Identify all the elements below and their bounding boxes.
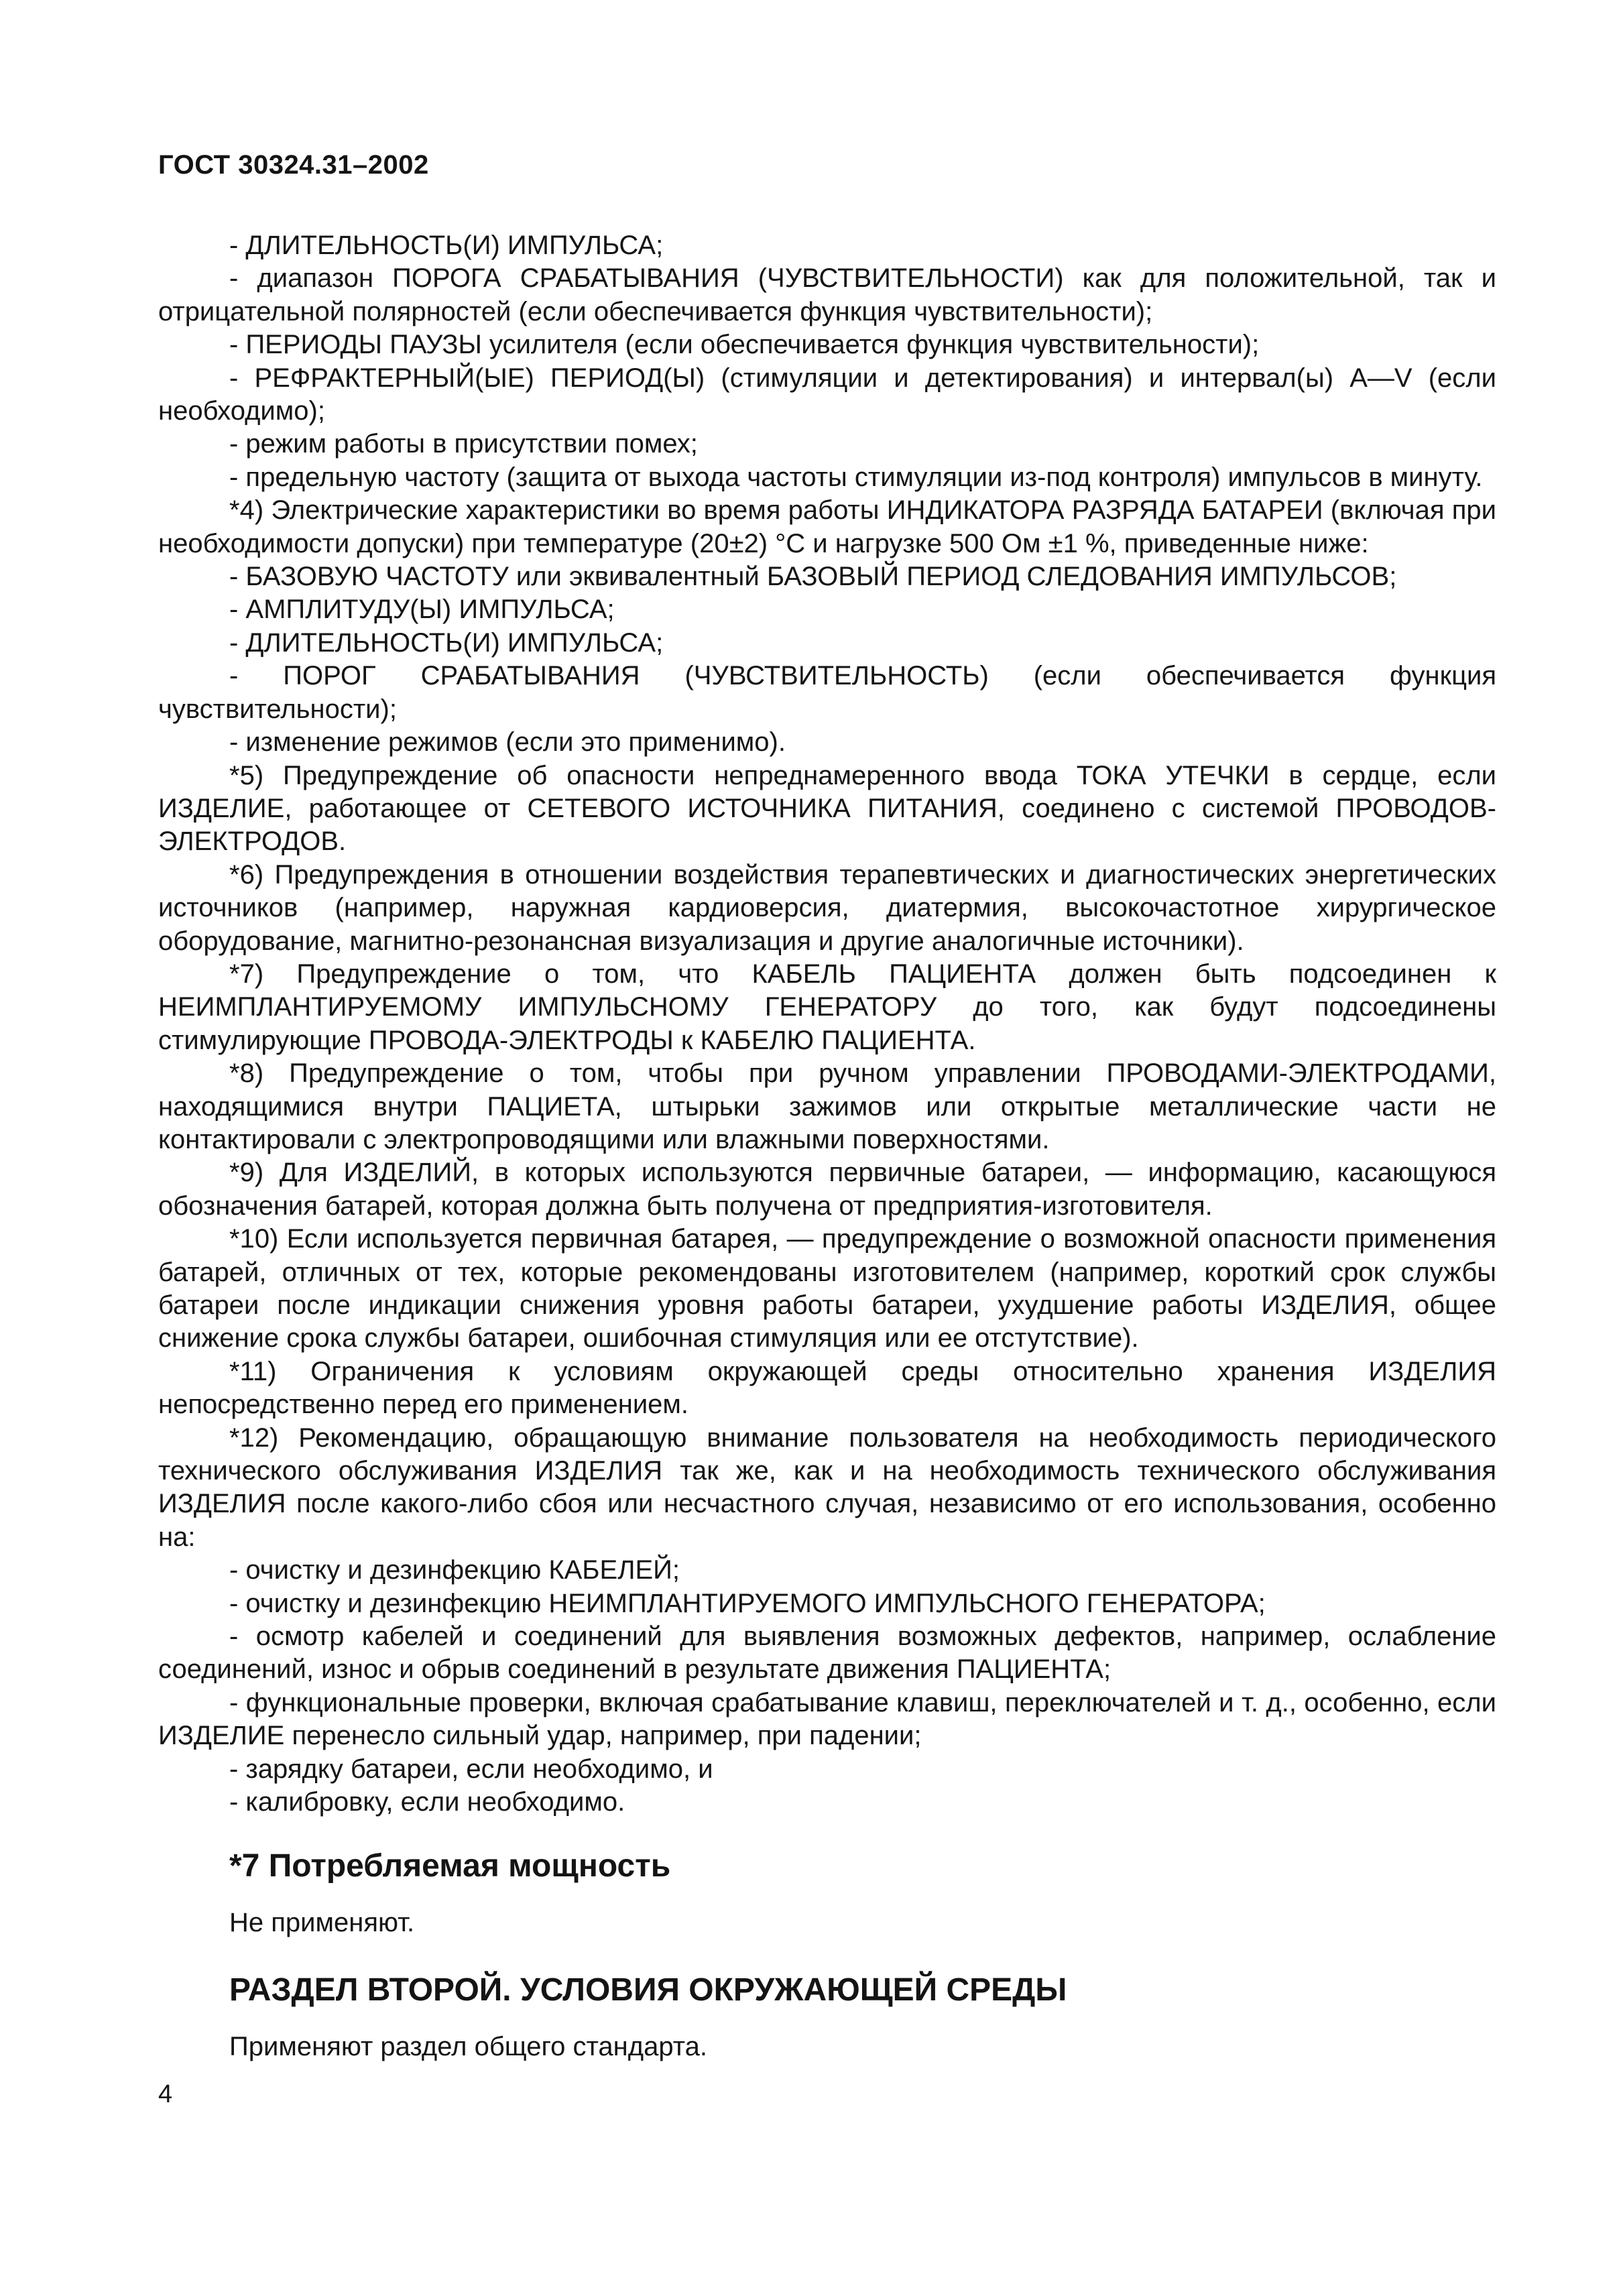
paragraph: - функциональные проверки, включая срабатывание клавиш, переключателей и т. д., особенно, если ИЗДЕЛИЕ перенесло сильный удар, например, при падении; [158, 1687, 1496, 1751]
paragraph: *8) Предупреждение о том, чтобы при ручном управлении ПРОВОДАМИ-ЭЛЕКТРОДАМИ, находящимися внутри ПАЦИЕТА, штырьки зажимов или открытые металлические части не контактировали с электропроводящими или влажными поверхностями. [158, 1059, 1496, 1154]
paragraph: - очистку и дезинфекцию НЕИМПЛАНТИРУЕМОГО ИМПУЛЬСНОГО ГЕНЕРАТОРА; [229, 1588, 1266, 1618]
paragraph: - изменение режимов (если это применимо). [229, 727, 786, 758]
paragraph: - очистку и дезинфекцию КАБЕЛЕЙ; [229, 1555, 680, 1585]
paragraph: - АМПЛИТУДУ(Ы) ИМПУЛЬСА; [229, 595, 615, 625]
paragraph: - ДЛИТЕЛЬНОСТЬ(И) ИМПУЛЬСА; [229, 627, 664, 658]
page-number: 4 [158, 2080, 173, 2108]
paragraph: - ПЕРИОДЫ ПАУЗЫ усилителя (если обеспечивается функция чувствительности); [229, 330, 1260, 360]
paragraph: *12) Рекомендацию, обращающую внимание пользователя на необходимость периодического технического обслуживания ИЗДЕЛИЯ так же, как и на необходимость технического обслуживания ИЗДЕЛИЯ после какого-либо сбоя или несчастного случая, независимо от его использования, особенно на: [158, 1423, 1496, 1552]
paragraph: - ДЛИТЕЛЬНОСТЬ(И) ИМПУЛЬСА; [229, 231, 664, 260]
paragraph: *9) Для ИЗДЕЛИЙ, в которых используются первичные батареи, — информацию, касающуюся обозначения батарей, которая должна быть получена от предприятия-изготовителя. [158, 1158, 1496, 1221]
part-2-text: Применяют раздел общего стандарта. [229, 2031, 707, 2061]
paragraph: *11) Ограничения к условиям окружающей среды относительно хранения ИЗДЕЛИЯ непосредственно перед его применением. [158, 1356, 1496, 1420]
paragraph: *7) Предупреждение о том, что КАБЕЛЬ ПАЦИЕНТА должен быть подсоединен к НЕИМПЛАНТИРУЕМОМУ ИМПУЛЬСНОМУ ГЕНЕРАТОРУ до того, как будут подсоединены стимулирующие ПРОВОДА-ЭЛЕКТРОДЫ к КАБЕЛЮ ПАЦИЕНТА. [158, 959, 1496, 1055]
paragraph: - предельную частоту (защита от выхода частоты стимуляции из-под контроля) импульсов в минуту. [229, 462, 1483, 492]
paragraph: *4) Электрические характеристики во время работы ИНДИКАТОРА РАЗРЯДА БАТАРЕИ (включая при необходимости допуски) при температуре (20±2) °С и нагрузке 500 Ом ±1 %, приведенные ниже: [158, 495, 1496, 558]
paragraph: - диапазон ПОРОГА СРАБАТЫВАНИЯ (ЧУВСТВИТЕЛЬНОСТИ) как для положительной, так и отрицательной полярностей (если обеспечивается функция чувствительности); [158, 263, 1496, 326]
section-7-text: Не применяют. [229, 1907, 415, 1937]
part-2-heading: РАЗДЕЛ ВТОРОЙ. УСЛОВИЯ ОКРУЖАЮЩЕЙ СРЕДЫ [229, 1972, 1067, 2008]
paragraph: *10) Если используется первичная батарея, — предупреждение о возможной опасности применения батарей, отличных от тех, которые рекомендованы изготовителем (например, короткий срок службы батареи после индикации снижения уровня работы батареи, ухудшение работы ИЗДЕЛИЯ, общее снижение срока службы батареи, ошибочная стимуляция или ее отстутствие). [158, 1224, 1496, 1353]
paragraph: - режим работы в присутствии помех; [229, 429, 698, 459]
paragraph: - осмотр кабелей и соединений для выявления возможных дефектов, например, ослабление соединений, износ и обрыв соединений в результате движения ПАЦИЕНТА; [158, 1622, 1496, 1685]
paragraph: - зарядку батареи, если необходимо, и [229, 1754, 713, 1784]
paragraph: - РЕФРАКТЕРНЫЙ(ЫЕ) ПЕРИОД(Ы) (стимуляции и детектирования) и интервал(ы) A—V (если необходимо); [158, 363, 1496, 426]
paragraph: *6) Предупреждения в отношении воздействия терапевтических и диагностических энергетических источников (например, наружная кардиоверсия, диатермия, высокочастотное хирургическое оборудование, магнитно-резонансная визуализация и другие аналогичные источники). [158, 859, 1496, 956]
standard-header: ГОСТ 30324.31–2002 [158, 150, 429, 180]
document-body [158, 229, 1496, 2075]
section-7-heading: *7 Потребляемая мощность [229, 1848, 671, 1884]
paragraph: - ПОРОГ СРАБАТЫВАНИЯ (ЧУВСТВИТЕЛЬНОСТЬ) (если обеспечивается функция чувствительности); [158, 661, 1496, 724]
paragraph: *5) Предупреждение об опасности непреднамеренного ввода ТОКА УТЕЧКИ в сердце, если ИЗДЕЛИЕ, работающее от СЕТЕВОГО ИСТОЧНИКА ПИТАНИЯ, соединено с системой ПРОВОДОВ-ЭЛЕКТРОДОВ. [158, 760, 1496, 857]
paragraph: - калибровку, если необходимо. [229, 1787, 625, 1817]
paragraph: - БАЗОВУЮ ЧАСТОТУ или эквивалентный БАЗОВЫЙ ПЕРИОД СЛЕДОВАНИЯ ИМПУЛЬСОВ; [229, 562, 1397, 592]
